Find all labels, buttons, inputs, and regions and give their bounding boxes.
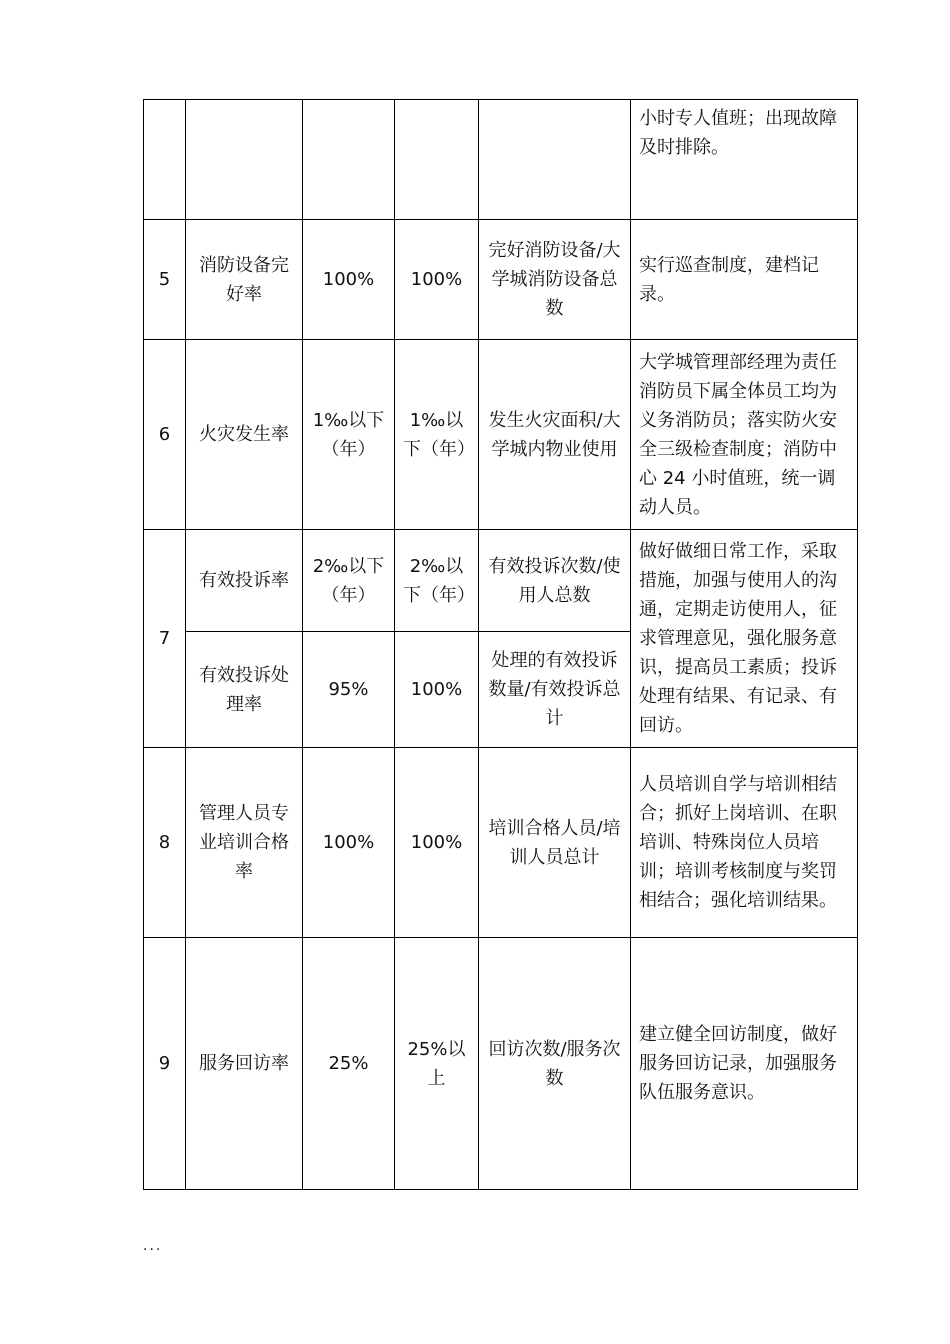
standard-cell: 95%: [303, 632, 395, 748]
measure-cell: 做好做细日常工作，采取措施，加强与使用人的沟通，定期走访使用人，征求管理意见，强化服务意识，提高员工素质；投诉处理有结果、有记录、有回访。: [631, 530, 858, 748]
target-cell: 100%: [395, 632, 479, 748]
table-row: [144, 748, 858, 938]
target-cell: 25%以上: [395, 938, 479, 1190]
row-number-cell: [144, 100, 186, 220]
standard-cell: 1‰以下（年）: [303, 340, 395, 530]
table-row: [144, 220, 858, 340]
formula-cell: 回访次数/服务次数: [479, 938, 631, 1190]
item-cell: 消防设备完好率: [186, 220, 303, 340]
measure-cell: 建立健全回访制度，做好服务回访记录，加强服务队伍服务意识。: [631, 938, 858, 1190]
item-cell: 有效投诉率: [186, 530, 303, 632]
item-cell: [186, 100, 303, 220]
standard-cell: 100%: [303, 220, 395, 340]
row-number-cell: 9: [144, 938, 186, 1190]
standard-cell: 100%: [303, 748, 395, 938]
item-cell: 管理人员专业培训合格率: [186, 748, 303, 938]
standard-cell: [303, 100, 395, 220]
target-cell: 100%: [395, 748, 479, 938]
table-row: [144, 938, 858, 1190]
row-number-cell: 7: [144, 530, 186, 748]
page-footer-ellipsis: ...: [143, 1238, 163, 1254]
table-row: [144, 530, 858, 632]
table-row: [144, 100, 858, 220]
measure-cell: 小时专人值班；出现故障及时排除。: [631, 100, 858, 220]
measure-cell: 大学城管理部经理为责任消防员下属全体员工均为义务消防员；落实防火安全三级检查制度；消防中心 24 小时值班，统一调动人员。: [631, 340, 858, 530]
formula-cell: 有效投诉次数/使用人总数: [479, 530, 631, 632]
item-cell: 有效投诉处理率: [186, 632, 303, 748]
table-row: [144, 340, 858, 530]
target-cell: 100%: [395, 220, 479, 340]
target-cell: 1‰以下（年）: [395, 340, 479, 530]
standard-cell: 2‰以下（年）: [303, 530, 395, 632]
standard-cell: 25%: [303, 938, 395, 1190]
formula-cell: 发生火灾面积/大学城内物业使用: [479, 340, 631, 530]
row-number-cell: 8: [144, 748, 186, 938]
target-cell: [395, 100, 479, 220]
formula-cell: 处理的有效投诉数量/有效投诉总计: [479, 632, 631, 748]
measure-cell: 实行巡查制度，建档记录。: [631, 220, 858, 340]
row-number-cell: 5: [144, 220, 186, 340]
formula-cell: 完好消防设备/大学城消防设备总数: [479, 220, 631, 340]
target-cell: 2‰以下（年）: [395, 530, 479, 632]
row-number-cell: 6: [144, 340, 186, 530]
formula-cell: 培训合格人员/培训人员总计: [479, 748, 631, 938]
formula-cell: [479, 100, 631, 220]
indicator-table: [143, 99, 858, 1190]
item-cell: 服务回访率: [186, 938, 303, 1190]
item-cell: 火灾发生率: [186, 340, 303, 530]
measure-cell: 人员培训自学与培训相结合；抓好上岗培训、在职培训、特殊岗位人员培训；培训考核制度与奖罚相结合；强化培训结果。: [631, 748, 858, 938]
